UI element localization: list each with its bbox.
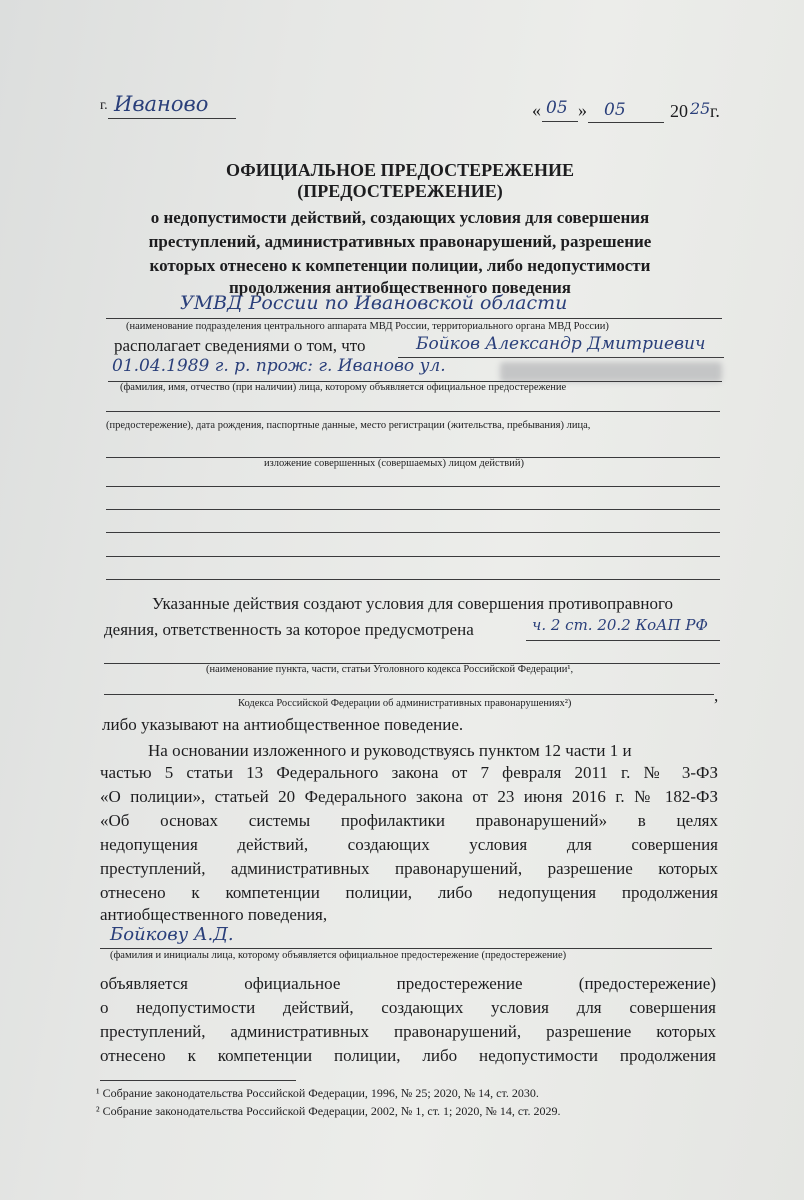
conditions-comma: , [714, 686, 719, 705]
info-line-2 [106, 411, 720, 412]
blank-line-5 [106, 579, 720, 580]
redacted-address [500, 362, 722, 382]
conditions-line-2: деяния, ответственность за которое предусмотрена [104, 620, 474, 639]
recipient-line [100, 948, 712, 949]
date-open-quote: « [532, 100, 541, 120]
info-caption-2: (предостережение), дата рождения, паспортные данные, место регистрации (жительства, пребывания) лица, [106, 420, 591, 431]
blank-line-4 [106, 556, 720, 557]
article-line [526, 640, 720, 641]
basis-line-3: «О полиции», статьей 20 Федерального закона от 23 июня 2016 г. № 182-ФЗ [100, 787, 718, 806]
blank-line-3 [106, 532, 720, 533]
basis-line-4: «Об основах системы профилактики правонарушений» в целях [100, 811, 718, 830]
person-details-handwritten: 01.04.1989 г. р. прож: г. Иваново ул. [112, 356, 446, 376]
conditions-line-3: либо указывают на антиобщественное поведение. [102, 715, 464, 734]
date-year-prefix: 20 [670, 101, 688, 121]
title-line-6: продолжения антиобщественного поведения [229, 278, 571, 297]
info-lead: располагает сведениями о том, что [114, 336, 366, 355]
announce-line-3: преступлений, административных правонарушений, разрешение которых [100, 1022, 716, 1041]
date-year-end: г. [710, 101, 720, 121]
conditions-caption-2: Кодекса Российской Федерации об административных правонарушениях²) [238, 698, 572, 709]
conditions-line-1: Указанные действия создают условия для совершения противоправного [152, 594, 673, 613]
authority-line [106, 318, 722, 319]
title-line-2: (ПРЕДОСТЕРЕЖЕНИЕ) [297, 181, 503, 201]
city-line [108, 118, 236, 119]
conditions-caption-1: (наименование пункта, части, статьи Уголовного кодекса Российской Федерации¹, [206, 664, 574, 675]
authority-handwritten: УМВД России по Ивановской области [180, 292, 568, 314]
basis-line-1: На основании изложенного и руководствуясь пунктом 12 части 1 и [148, 741, 632, 760]
date-year-suffix: 25 [690, 99, 711, 118]
date-month: 05 [604, 100, 626, 120]
announce-line-4: отнесено к компетенции полиции, либо недопустимости продолжения [100, 1046, 716, 1065]
authority-caption: (наименование подразделения центрального аппарата МВД России, территориального органа МВД России) [126, 321, 609, 332]
blank-line-1 [106, 486, 720, 487]
article-handwritten: ч. 2 ст. 20.2 КоАП РФ [532, 616, 708, 634]
city-prefix: г. [100, 98, 108, 113]
city-handwritten: Иваново [114, 92, 209, 116]
title-line-4: преступлений, административных правонарушений, разрешение [148, 232, 652, 251]
blank-line-2 [106, 509, 720, 510]
footnote-separator [100, 1080, 296, 1081]
date-close-quote: » [578, 100, 587, 120]
basis-line-2: частью 5 статьи 13 Федерального закона от 7 февраля 2011 г. № 3-ФЗ [100, 763, 718, 782]
date-day: 05 [546, 98, 568, 118]
recipient-caption: (фамилия и инициалы лица, которому объявляется официальное предостережение (предостережение) [110, 950, 567, 961]
recipient-handwritten: Бойкову А.Д. [110, 924, 234, 945]
basis-line-7: отнесено к компетенции полиции, либо недопущения продолжения [100, 883, 718, 902]
date-month-line [588, 122, 664, 123]
name-line [398, 357, 724, 358]
title-line-3: о недопустимости действий, создающих условия для совершения [150, 208, 650, 227]
footnote-1: ¹ Собрание законодательства Российской Федерации, 1996, № 25; 2020, № 14, ст. 2030. [96, 1086, 539, 1100]
info-caption-1: (фамилия, имя, отчество (при наличии) лица, которому объявляется официальное предостережение [120, 382, 567, 393]
basis-line-8: антиобщественного поведения, [100, 905, 328, 924]
announce-line-1: объявляется официальное предостережение (предостережение) [100, 974, 716, 993]
footnote-2: ² Собрание законодательства Российской Федерации, 2002, № 1, ст. 1; 2020, № 14, ст. 2029. [96, 1104, 561, 1118]
title-line-1: ОФИЦИАЛЬНОЕ ПРЕДОСТЕРЕЖЕНИЕ [226, 160, 574, 180]
conditions-line-b [104, 694, 714, 695]
announce-line-2: о недопустимости действий, создающих условия для совершения [100, 998, 716, 1017]
date-day-line [542, 121, 578, 122]
title-line-5: которых отнесено к компетенции полиции, либо недопустимости [149, 256, 651, 275]
info-caption-3: изложение совершенных (совершаемых) лицом действий) [264, 458, 524, 469]
person-name-handwritten: Бойков Александр Дмитриевич [416, 334, 706, 354]
basis-line-5: недопущения действий, создающих условия для совершения [100, 835, 718, 854]
basis-line-6: преступлений, административных правонарушений, разрешение которых [100, 859, 718, 878]
